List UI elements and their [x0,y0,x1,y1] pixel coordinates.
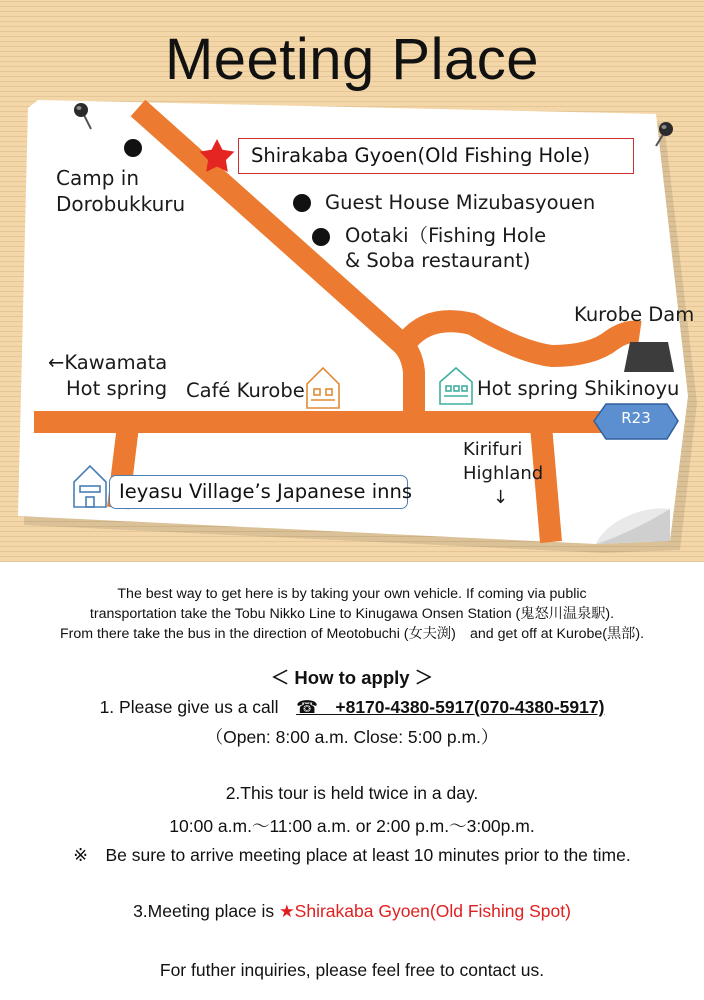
ieyasu-label: Ieyasu Village’s Japanese inns [109,475,408,509]
opening-hours: （Open: 8:00 a.m. Close: 5:00 p.m.） [205,727,499,747]
step-1-text: 1. Please give us a call [99,697,297,717]
meeting-place-name: ★Shirakaba Gyoen(Old Fishing Spot) [278,901,571,921]
intro-text: The best way to get here is by taking your own vehicle. If coming via public transportation take the Tobu Nikko Line to Kinugawa Onsen Station (鬼怒川温泉駅). From there take the bus in the direction of Meotobuchi (女夫渕) and get off at Kurobe(黒部). [59,586,645,642]
route-label: R23 [621,409,651,427]
dot-marker-icon [312,228,330,246]
shirakaba-label: Shirakaba Gyoen(Old Fishing Hole) [238,138,634,174]
guest-house-label: Guest House Mizubasyouen [325,191,596,214]
contact-text: For futher inquiries, please feel free to contact us. [159,960,545,980]
dam-icon [624,342,674,372]
phone-number[interactable]: ☎ +8170-4380-5917(070-4380-5917) [296,697,605,717]
kirifuri-label: Kirifuri Highland ↓ [463,439,544,508]
cafe-kurobe-label: Café Kurobe [186,379,305,402]
shikinoyu-label: Hot spring Shikinoyu [477,377,680,400]
step-3-text: 3.Meeting place is [133,901,279,921]
tour-times: 10:00 a.m.～11:00 a.m. or 2:00 p.m.～3:00p.m. [169,816,535,836]
arrival-note: ※ Be sure to arrive meeting place at least 10 minutes prior to the time. [73,845,631,865]
dot-marker-icon [124,139,142,157]
kurobe-dam-label: Kurobe Dam [574,303,695,326]
ootaki-label: Ootaki（Fishing Hole & Soba restaurant) [345,224,547,273]
kawamata-label: ←Kawamata Hot spring [48,351,168,401]
page-title: Meeting Place [164,27,540,92]
how-to-apply-heading: ＜ How to apply ＞ [270,667,434,688]
step-2: 2.This tour is held twice in a day. [225,783,479,803]
step-3 [0,901,704,922]
camp-label: Camp in Dorobukkuru [56,166,186,216]
dot-marker-icon [293,194,311,212]
step-1 [0,694,704,719]
